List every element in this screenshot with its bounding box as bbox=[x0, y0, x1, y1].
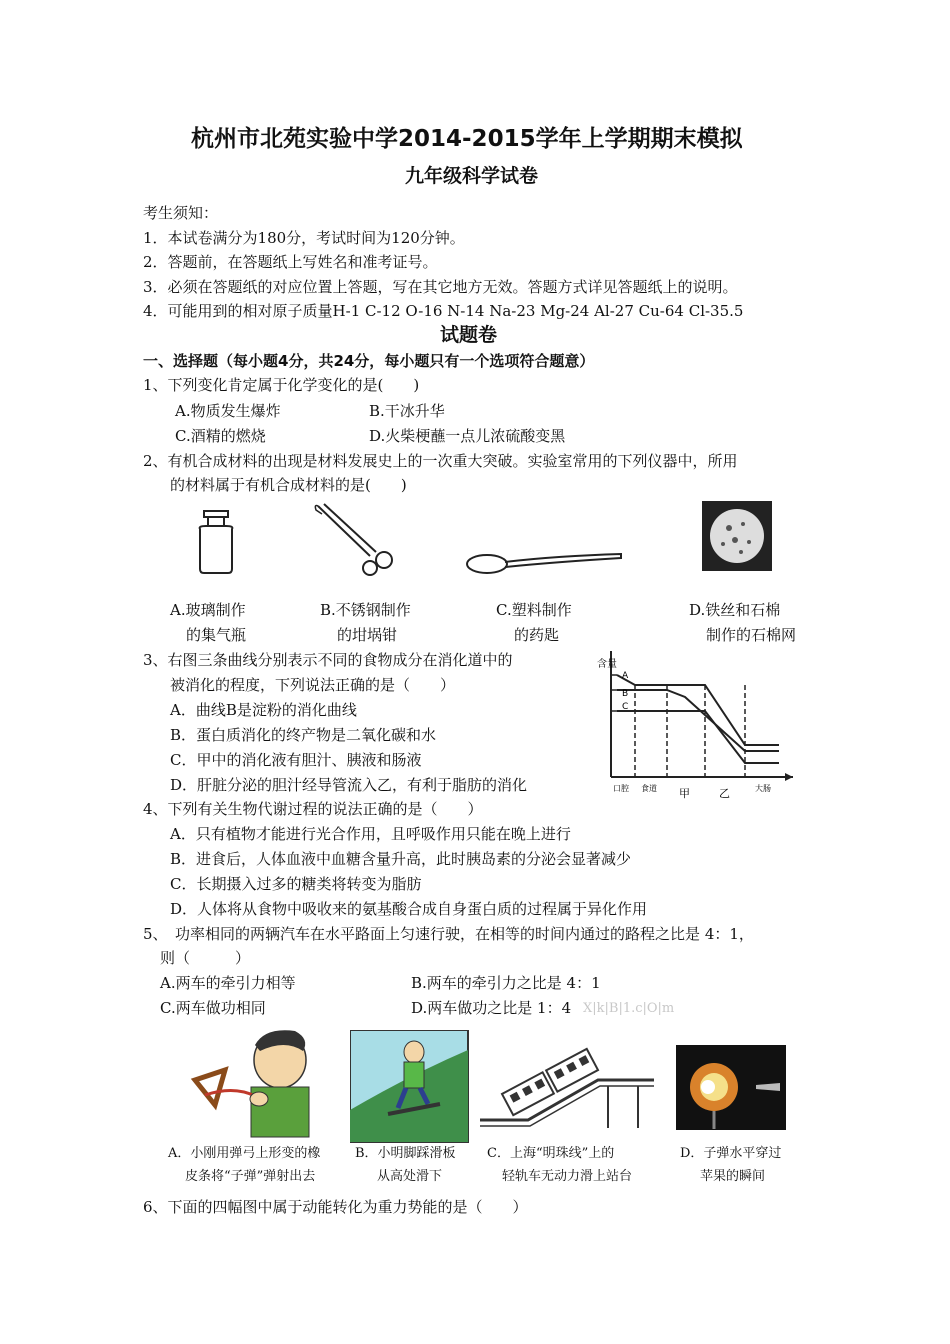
q2-option-c-2: 的药匙 bbox=[514, 626, 560, 644]
graph-x-label-jia: 甲 bbox=[679, 787, 690, 800]
q2-option-a-2: 的集气瓶 bbox=[186, 626, 247, 644]
slingshot-boy-picture bbox=[185, 1025, 335, 1140]
q1-option-b: B.干冰升华 bbox=[369, 402, 445, 420]
light-rail-picture bbox=[478, 1040, 658, 1130]
title-line1: 杭州市北苑实验中学2014-2015学年上学期期末模拟 bbox=[191, 126, 743, 152]
q2-option-d-2: 制作的石棉网 bbox=[706, 626, 797, 644]
notice-item-3: 3．必须在答题纸的对应位置上答题，写在其它地方无效。答题方式详见答题纸上的说明。 bbox=[143, 278, 738, 296]
q2-option-c-1: C.塑料制作 bbox=[496, 601, 572, 619]
section-title: 试题卷 bbox=[440, 324, 498, 346]
graph-y-label: 含量 bbox=[597, 659, 617, 670]
skateboard-boy-picture bbox=[350, 1030, 470, 1145]
q5-option-d: D.两车做功之比是 1：4 bbox=[411, 999, 572, 1017]
q5-option-b: B.两车的牵引力之比是 4：1 bbox=[411, 974, 601, 992]
q5-option-c: C.两车做功相同 bbox=[160, 999, 266, 1017]
q6-caption-a-1: A．小刚用弹弓上形变的橡 bbox=[168, 1146, 321, 1161]
digestion-curve-graph bbox=[595, 645, 795, 805]
q1-option-d: D.火柴梗蘸一点儿浓硫酸变黑 bbox=[369, 427, 566, 445]
q2-stem-1: 2、有机合成材料的出现是材料发展史上的一次重大突破。实验室常用的下列仪器中，所用 bbox=[143, 452, 738, 470]
q6-caption-a-2: 皮条将“子弹”弹射出去 bbox=[185, 1169, 316, 1184]
notice-item-4: 4．可能用到的相对原子质量H-1 C-12 O-16 N-14 Na-23 Mg-24 Al-27 Cu-64 Cl-35.5 bbox=[143, 302, 744, 320]
graph-x-label-mouth: 口腔 bbox=[613, 784, 629, 793]
asbestos-gauze-picture bbox=[701, 500, 773, 572]
graph-x-label-yi: 乙 bbox=[719, 787, 730, 800]
notice-item-2: 2．答题前，在答题纸上写姓名和准考证号。 bbox=[143, 253, 438, 271]
q2-option-a-1: A.玻璃制作 bbox=[170, 601, 246, 619]
q4-option-d: D．人体将从食物中吸收来的氨基酸合成自身蛋白质的过程属于异化作用 bbox=[170, 900, 648, 918]
q1-stem: 1、下列变化肯定属于化学变化的是( ) bbox=[143, 376, 420, 394]
q3-stem-1: 3、右图三条曲线分别表示不同的食物成分在消化道中的 bbox=[143, 651, 513, 669]
q3-stem-2: 被消化的程度，下列说法正确的是（ ） bbox=[170, 676, 456, 694]
curve-label-c: C bbox=[622, 702, 629, 712]
curve-label-a: A bbox=[622, 671, 629, 681]
q3-option-a: A．曲线B是淀粉的消化曲线 bbox=[170, 701, 357, 719]
q6-caption-c-2: 轻轨车无动力滑上站台 bbox=[502, 1169, 633, 1184]
graph-x-label-esophagus: 食道 bbox=[641, 784, 657, 793]
q6-caption-b-2: 从高处滑下 bbox=[377, 1169, 443, 1184]
q3-option-d: D．肝脏分泌的胆汁经导管流入乙，有利于脂肪的消化 bbox=[170, 776, 528, 794]
q2-stem-2: 的材料属于有机合成材料的是( ) bbox=[170, 476, 407, 494]
q5-option-a: A.两车的牵引力相等 bbox=[160, 974, 296, 992]
q5-stem-2: 则（ ） bbox=[160, 949, 251, 967]
q4-option-b: B．进食后，人体血液中血糖含量升高，此时胰岛素的分泌会显著减少 bbox=[170, 850, 632, 868]
q4-stem: 4、下列有关生物代谢过程的说法正确的是（ ） bbox=[143, 800, 483, 818]
q2-option-b-1: B.不锈钢制作 bbox=[320, 601, 411, 619]
q2-option-d-1: D.铁丝和石棉 bbox=[689, 601, 781, 619]
q6-stem: 6、下面的四幅图中属于动能转化为重力势能的是（ ） bbox=[143, 1198, 528, 1216]
q1-option-c: C.酒精的燃烧 bbox=[175, 427, 266, 445]
medicine-spoon-picture bbox=[465, 550, 625, 580]
q1-option-a: A.物质发生爆炸 bbox=[175, 402, 281, 420]
q3-option-b: B．蛋白质消化的终产物是二氧化碳和水 bbox=[170, 726, 437, 744]
q4-option-c: C．长期摄入过多的糖类将转变为脂肪 bbox=[170, 875, 422, 893]
crucible-tongs-picture bbox=[310, 500, 400, 580]
bullet-apple-picture bbox=[676, 1045, 786, 1130]
q6-caption-c-1: C．上海“明珠线”上的 bbox=[487, 1146, 615, 1161]
part1-heading: 一、选择题（每小题4分，共24分，每小题只有一个选项符合题意） bbox=[143, 352, 595, 370]
q2-option-b-2: 的坩埚钳 bbox=[337, 626, 398, 644]
q4-option-a: A．只有植物才能进行光合作用，且呼吸作用只能在晚上进行 bbox=[170, 825, 571, 843]
q6-caption-d-2: 苹果的瞬间 bbox=[700, 1169, 766, 1184]
gas-bottle-picture bbox=[190, 507, 250, 577]
notice-heading: 考生须知： bbox=[143, 204, 219, 222]
title-line2: 九年级科学试卷 bbox=[405, 165, 539, 187]
notice-item-1: 1．本试卷满分为180分，考试时间为120分钟。 bbox=[143, 229, 465, 247]
watermark: X|k|B|1.c|O|m bbox=[583, 1001, 675, 1016]
curve-label-b: B bbox=[622, 689, 629, 699]
q3-option-c: C．甲中的消化液有胆汁、胰液和肠液 bbox=[170, 751, 422, 769]
q6-caption-d-1: D．子弹水平穿过 bbox=[680, 1146, 782, 1161]
q6-caption-b-1: B．小明脚踩滑板 bbox=[355, 1146, 456, 1161]
graph-x-label-large-intestine: 大肠 bbox=[755, 784, 771, 793]
q5-stem-1: 5、 功率相同的两辆汽车在水平路面上匀速行驶，在相等的时间内通过的路程之比是 4：1， bbox=[143, 925, 754, 943]
